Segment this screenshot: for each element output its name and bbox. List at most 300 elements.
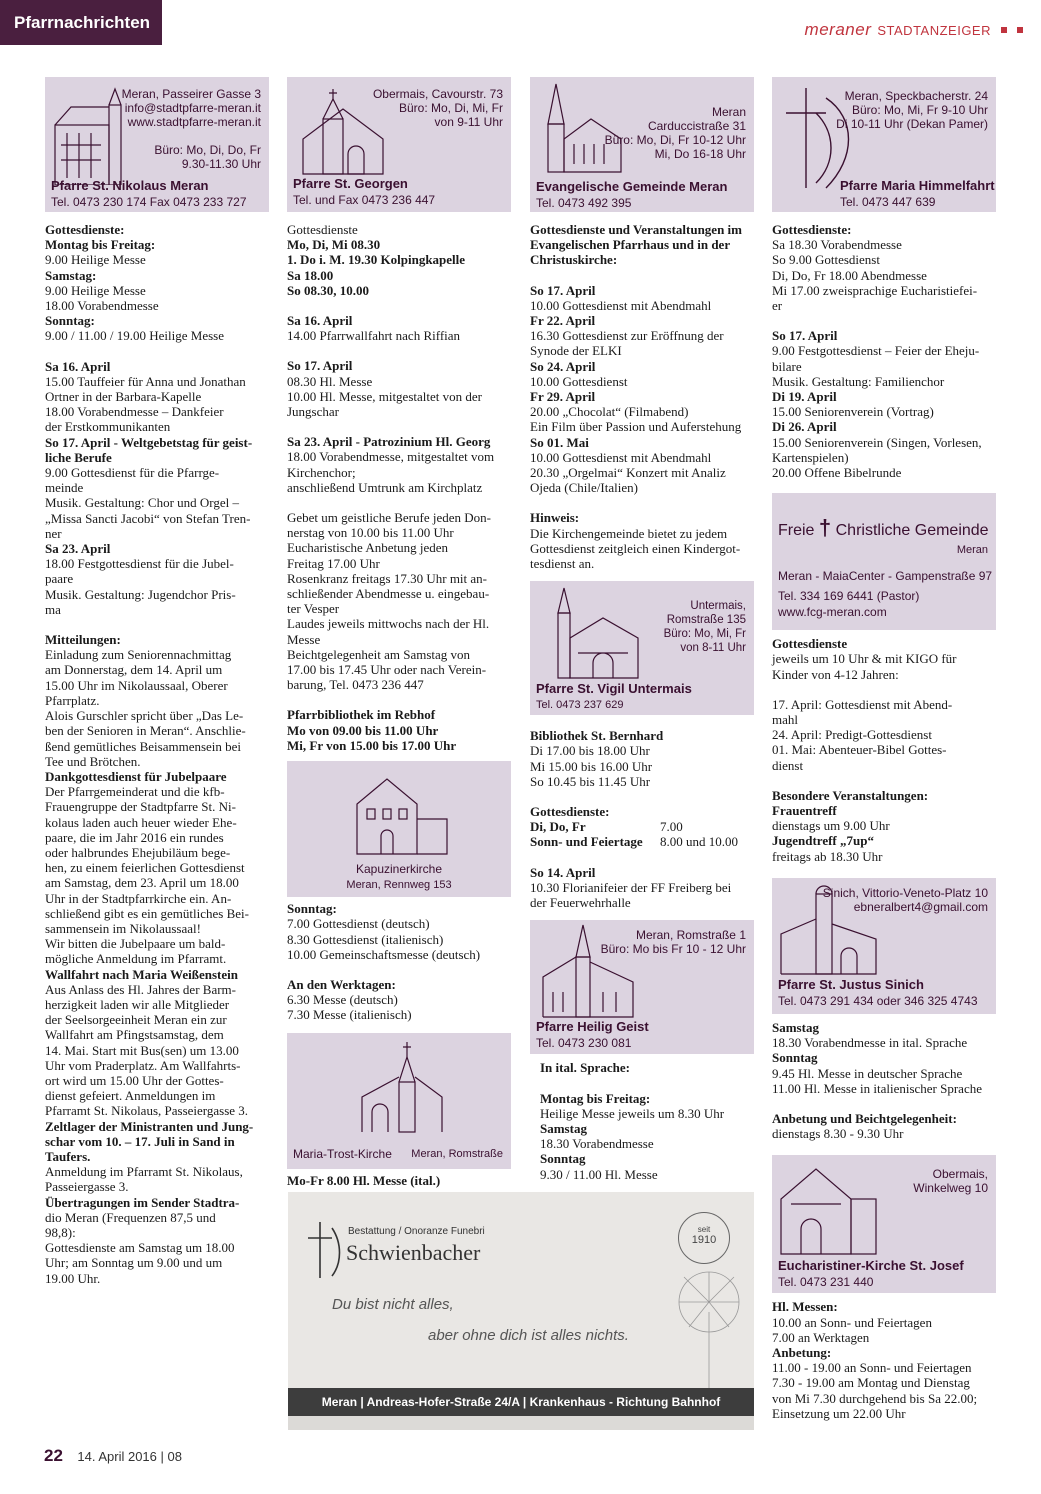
text-line: liche Berufe bbox=[45, 449, 112, 465]
parish-phone: Tel. 0473 237 629 bbox=[536, 699, 624, 712]
address-line: Winkelweg 10 bbox=[913, 1181, 988, 1196]
parish-box-nikolaus bbox=[45, 77, 269, 212]
text-line: 9.00 Heilige Messe bbox=[45, 252, 146, 268]
text-line: 19.00 Uhr. bbox=[45, 1270, 101, 1286]
spacer bbox=[530, 268, 754, 283]
text-line: 24. April: Predigt-Gottesdienst bbox=[772, 727, 932, 743]
parish-text bbox=[45, 222, 269, 1286]
text-line: Zeltlager der Ministranten und Jung- bbox=[45, 1118, 254, 1134]
parish-phone: Tel. 0473 230 174 Fax 0473 233 727 bbox=[51, 195, 247, 209]
text-line: Mitteilungen: bbox=[45, 632, 121, 648]
text-line: Mo von 09.00 bis 11.00 Uhr bbox=[287, 722, 439, 738]
text-line: Dankgottesdienst für Jubelpaare bbox=[45, 768, 227, 784]
text-line: 15.00 Uhr im Nikolaussaal, Oberer bbox=[45, 677, 228, 693]
text-line: 17.00 bis 17.45 Uhr oder nach Verein- bbox=[287, 662, 487, 678]
text-line: 10.00 Gottesdienst bbox=[530, 373, 628, 389]
text-line: herzigkeit laden wir alle Mitglieder bbox=[45, 996, 230, 1012]
text-line: schließender Abendmesse u. eingebau- bbox=[287, 586, 490, 602]
parish-name: Pfarre St. Georgen bbox=[293, 176, 408, 191]
text-line: Aus Anlass des Hl. Jahres der Barm- bbox=[45, 981, 236, 997]
service-time: 7.00 bbox=[660, 819, 683, 835]
text-line: Übertragungen im Sender Stadtra- bbox=[45, 1194, 240, 1210]
church-box-kapuziner bbox=[287, 761, 511, 897]
text-line: 14. Mai. Start mit Bus(sen) um 13.00 bbox=[45, 1042, 239, 1058]
text-line: Mi 15.00 bis 16.00 Uhr bbox=[530, 758, 653, 774]
text-line: 17. April: Gottesdienst mit Abend- bbox=[772, 696, 953, 712]
text-line: am Samstag, dem 23. April um 18.00 bbox=[45, 875, 239, 891]
address-block bbox=[823, 886, 988, 914]
address-line: Untermais, bbox=[690, 600, 746, 613]
text-line: schließend gibt es ein gemütliches Bei- bbox=[45, 905, 249, 921]
office-hours: Büro: Mo bis Fr 10 - 12 Uhr bbox=[600, 942, 746, 957]
text-line: 15.00 Seniorenverein (Vortrag) bbox=[772, 404, 934, 420]
text-line: Heilige Messe jeweils um 8.30 Uhr bbox=[540, 1105, 725, 1121]
text-line: ort wird um 15.00 Uhr der Gottes- bbox=[45, 1072, 224, 1088]
text-line: So 17. April bbox=[530, 282, 596, 298]
text-line: ßend gemütliches Beisammensein bei bbox=[45, 738, 242, 754]
text-line: oder halbrundes Ehejubiläum bege- bbox=[45, 844, 231, 860]
fcg-web-link[interactable]: www.fcg-meran.com bbox=[778, 605, 887, 620]
text-line: Gottesdienste bbox=[772, 636, 848, 652]
office-hours: Di 10-11 Uhr (Dekan Pamer) bbox=[836, 117, 988, 131]
text-line: Laudes jeweils mittwochs nach der Hl. bbox=[287, 616, 490, 632]
text-line: Sonntag bbox=[772, 1050, 818, 1066]
text-line: 18.00 Vorabendmesse, mitgestaltet vom bbox=[287, 449, 495, 465]
text-line: 7.00 an Werktagen bbox=[772, 1329, 870, 1345]
text-line: 7.00 Gottesdienst (deutsch) bbox=[287, 916, 430, 932]
text-line: 9.45 Hl. Messe in deutscher Sprache bbox=[772, 1065, 963, 1081]
text-line: In ital. Sprache: bbox=[540, 1060, 630, 1076]
spacer bbox=[287, 343, 511, 358]
text-line: Montag bis Freitag: bbox=[540, 1090, 651, 1106]
parish-name: Pfarre St. Vigil Untermais bbox=[536, 681, 692, 697]
text-line: Musik. Gestaltung: Chor und Orgel – bbox=[45, 495, 240, 511]
text-line: Sonntag bbox=[540, 1151, 586, 1167]
office-hours: Büro: Mo, Di, Fr 10-12 Uhr bbox=[604, 133, 746, 147]
spacer bbox=[772, 682, 996, 697]
text-line: Gebet um geistliche Berufe jeden Don- bbox=[287, 510, 491, 526]
text-line: der Erstkommunikanten bbox=[45, 419, 171, 435]
address-line: Romstraße 135 bbox=[666, 614, 746, 627]
address-line: Meran, Romstraße 1 bbox=[635, 928, 746, 943]
church-name: Maria-Trost-Kirche bbox=[293, 1146, 392, 1161]
text-line: An den Werktagen: bbox=[287, 976, 396, 992]
text-line: 7.30 Messe (italienisch) bbox=[287, 1007, 412, 1023]
text-line: Di 19. April bbox=[772, 389, 837, 405]
spacer bbox=[530, 789, 754, 804]
church-name: Kapuzinerkirche bbox=[355, 862, 443, 877]
text-line: Fr 22. April bbox=[530, 313, 596, 329]
text-line: Sonntag: bbox=[45, 313, 95, 329]
text-line: Di 17.00 bis 18.00 Uhr bbox=[530, 743, 650, 759]
parish-box-georgen bbox=[287, 77, 511, 212]
spacer bbox=[530, 495, 754, 510]
text-line: Kinder von 4-12 Jahren: bbox=[772, 666, 899, 682]
text-line: Ortner in der Barbara-Kapelle bbox=[45, 389, 202, 405]
address-line: Sinich, Vittorio-Veneto-Platz 10 bbox=[822, 885, 988, 900]
text-line: 20.00 „Chocolat“ (Filmabend) bbox=[530, 404, 689, 420]
text-line: Jungschar bbox=[287, 404, 339, 420]
text-line: Mo, Di, Mi 08.30 bbox=[287, 237, 381, 253]
fcg-logo-city: Meran bbox=[956, 544, 988, 557]
cross-icon bbox=[302, 1220, 342, 1280]
parish-box-josef bbox=[772, 1155, 996, 1293]
office-hours: Büro: Mo, Mi, Fr 9-10 Uhr bbox=[851, 103, 988, 117]
masthead-square-icon bbox=[1001, 27, 1007, 33]
text-line: Mi 17.00 zweisprachige Eucharistiefei- bbox=[772, 282, 978, 298]
ad-seit-year: 1910 bbox=[691, 1234, 717, 1246]
spacer bbox=[287, 692, 511, 707]
church-kapuziner-icon bbox=[347, 769, 457, 859]
church-josef-icon bbox=[776, 1159, 886, 1259]
text-line: „Missa Sancti Jacobi“ von Stefan Tren- bbox=[45, 510, 251, 526]
text-line: Wir bitten die Jubelpaare um bald- bbox=[45, 936, 226, 952]
text-line: So 17. April bbox=[772, 328, 838, 344]
text-line: Kirchenchor; bbox=[287, 464, 356, 480]
parish-phone: Tel. 0473 231 440 bbox=[778, 1275, 874, 1290]
text-line: Mo-Fr 8.00 Hl. Messe (ital.) bbox=[287, 1172, 441, 1188]
text-line: 20.00 Offene Bibelrunde bbox=[772, 465, 902, 481]
email-link[interactable]: info@stadtpfarre-meran.it bbox=[124, 101, 261, 115]
address-block bbox=[913, 1167, 988, 1195]
advertisement-schwienbacher bbox=[288, 1192, 754, 1430]
address-line: Obermais, bbox=[932, 1167, 988, 1182]
parish-text bbox=[772, 1020, 996, 1141]
text-line: Montag bis Freitag: bbox=[45, 237, 156, 253]
church-text bbox=[287, 1173, 511, 1188]
text-line: 10.00 Gottesdienst mit Abendmahl bbox=[530, 449, 712, 465]
text-line: 18.30 Vorabendmesse bbox=[540, 1136, 654, 1152]
text-line: Frauengruppe der Stadtpfarre St. Ni- bbox=[45, 799, 236, 815]
text-line: Pfarramt St. Nikolaus, Passeiergasse 3. bbox=[45, 1103, 249, 1119]
text-line: freitags ab 18.30 Uhr bbox=[772, 848, 883, 864]
text-line: Anbetung: bbox=[772, 1344, 832, 1360]
text-line: 10.00 Gottesdienst mit Abendmahl bbox=[530, 297, 712, 313]
address-line: Meran, Speckbacherstr. 24 bbox=[844, 89, 988, 103]
email-link[interactable]: ebneralbert4@gmail.com bbox=[853, 899, 988, 914]
masthead bbox=[805, 20, 1023, 40]
office-hours: von 8-11 Uhr bbox=[680, 642, 746, 655]
ad-bottom-strip bbox=[288, 1416, 754, 1430]
address-block bbox=[601, 928, 746, 956]
text-line: Die Kirchengemeinde bietet zu jedem bbox=[530, 525, 728, 541]
address-block bbox=[605, 105, 746, 161]
section-title: Pfarrnachrichten bbox=[0, 0, 162, 45]
parish-name: Eucharistiner-Kirche St. Josef bbox=[778, 1258, 964, 1274]
text-line: 9.00 / 11.00 / 19.00 Heilige Messe bbox=[45, 328, 224, 344]
text-line: So 10.45 bis 11.45 Uhr bbox=[530, 773, 651, 789]
parish-box-heiliggeist bbox=[530, 920, 754, 1054]
parish-box-evangelisch bbox=[530, 77, 754, 212]
text-line: So 01. Mai bbox=[530, 434, 589, 450]
text-line: Sa 16. April bbox=[45, 358, 111, 374]
text-line: 20.30 „Orgelmai“ Konzert mit Analiz bbox=[530, 465, 726, 481]
text-line: Sa 23. April bbox=[45, 541, 111, 557]
text-line: schar vom 10. – 17. Juli in Sand in bbox=[45, 1133, 235, 1149]
address-block bbox=[373, 87, 503, 129]
text-line: 11.00 - 19.00 an Sonn- und Feiertagen bbox=[772, 1360, 972, 1376]
office-hours: Büro: Mo, Di, Do, Fr bbox=[154, 143, 261, 157]
office-hours: Mi, Do 16-18 Uhr bbox=[654, 147, 746, 161]
text-line: Beichtgelegenheit am Samstag von bbox=[287, 646, 471, 662]
address-line: Carduccistraße 31 bbox=[647, 119, 746, 133]
text-line: Ein Film über Passion und Auferstehung bbox=[530, 419, 742, 435]
text-line: 7.30 - 19.00 am Montag und Dienstag bbox=[772, 1375, 970, 1391]
text-line: Anmeldung im Pfarramt St. Nikolaus, bbox=[45, 1164, 243, 1180]
text-line: 01. Mai: Abenteuer-Bibel Gottes- bbox=[772, 742, 947, 758]
parish-phone: Tel. und Fax 0473 236 447 bbox=[293, 193, 436, 207]
text-line: 14.00 Pfarrwallfahrt nach Riffian bbox=[287, 328, 461, 344]
address-block bbox=[664, 599, 746, 655]
text-line: 10.00 an Sonn- und Feiertagen bbox=[772, 1314, 932, 1330]
spacer bbox=[540, 1076, 754, 1091]
text-line: Kartenspielen) bbox=[772, 449, 849, 465]
office-hours: Büro: Mo, Mi, Fr bbox=[663, 628, 746, 641]
spacer bbox=[287, 962, 511, 977]
text-line: 10.00 Hl. Messe, mitgestaltet von der bbox=[287, 388, 482, 404]
text-line: Gottesdienst zeitgleich einen Kindergot- bbox=[530, 540, 741, 556]
church-box-mariatrost bbox=[287, 1033, 511, 1169]
issue-date: 14. April 2016 | 08 bbox=[77, 1449, 182, 1464]
text-line: Sa 18.00 bbox=[287, 267, 334, 283]
text-line: Einladung zum Seniorennachmittag bbox=[45, 647, 232, 663]
text-line: Anbetung und Beichtgelegenheit: bbox=[772, 1110, 957, 1126]
parish-text bbox=[772, 1299, 996, 1421]
parish-text bbox=[530, 1060, 754, 1181]
web-link[interactable]: www.stadtpfarre-meran.it bbox=[127, 115, 261, 129]
text-line: Hl. Messen: bbox=[772, 1299, 838, 1315]
text-line: Jugendtreff „7up“ bbox=[772, 833, 874, 849]
text-line: Tee und Brötchen. bbox=[45, 753, 141, 769]
text-line: paare, die im Jahr 2016 ein rundes bbox=[45, 829, 224, 845]
parish-text bbox=[530, 222, 754, 571]
parish-box-fcg bbox=[772, 493, 996, 630]
text-line: Christuskirche: bbox=[530, 252, 618, 268]
text-line: 18.00 Vorabendmesse bbox=[45, 298, 159, 314]
text-line: Hinweis: bbox=[530, 510, 580, 526]
text-line: Passeiergasse 3. bbox=[45, 1179, 129, 1195]
text-line: Gottesdienste: bbox=[772, 222, 852, 237]
text-line: dienst bbox=[772, 757, 804, 773]
text-line: Gottesdienste: bbox=[530, 804, 610, 820]
text-line: 9.00 Festgottesdienst – Feier der Eheju- bbox=[772, 343, 980, 359]
text-line: Sonn- und Feiertage 8.00 und 10.00 bbox=[530, 834, 738, 850]
address-block bbox=[122, 87, 261, 171]
text-line: mahl bbox=[772, 712, 798, 728]
text-line: So 17. April bbox=[287, 358, 353, 374]
text-line: 98,8): bbox=[45, 1225, 76, 1240]
ad-seit-label: seit bbox=[697, 1225, 711, 1234]
fcg-phone: Tel. 334 169 6441 (Pastor) bbox=[778, 589, 920, 604]
text-line: So 17. April - Weltgebetstag für geist- bbox=[45, 434, 253, 450]
text-line: Alois Gurschler spricht über „Das Le- bbox=[45, 708, 244, 724]
office-hours: 9.30-11.30 Uhr bbox=[181, 157, 261, 171]
text-line: meinde bbox=[45, 480, 84, 496]
text-line: Di, Do, Fr 18.00 Abendmesse bbox=[772, 267, 927, 283]
text-line: Uhr in der Stadtpfarrkirche ein. An- bbox=[45, 890, 232, 906]
page-footer bbox=[44, 1446, 182, 1466]
text-line: sammensein im Nikolaussaal! bbox=[45, 920, 201, 936]
text-line: ner bbox=[45, 525, 62, 541]
text-line: hen, zu einem feierlichen Gottesdienst bbox=[45, 860, 245, 876]
text-line: Gottesdienste am Samstag um 18.00 bbox=[45, 1240, 235, 1256]
text-line: Taufers. bbox=[45, 1148, 91, 1164]
library-text bbox=[530, 728, 754, 910]
fcg-logo bbox=[778, 515, 989, 541]
spacer bbox=[772, 773, 996, 788]
text-line: Pfarrplatz. bbox=[45, 692, 100, 708]
masthead-caps: STADTANZEIGER bbox=[877, 22, 991, 38]
church-address: Meran, Romstraße bbox=[411, 1147, 503, 1160]
spacer bbox=[530, 850, 754, 865]
text-line: Mi, Fr von 15.00 bis 17.00 Uhr bbox=[287, 737, 457, 753]
masthead-script: meraner bbox=[804, 20, 872, 39]
text-line: 8.30 Gottesdienst (italienisch) bbox=[287, 931, 444, 947]
text-line: Eucharistische Anbetung jeden bbox=[287, 540, 449, 556]
text-line: Musik. Gestaltung: Familienchor bbox=[772, 373, 945, 389]
text-line: So 24. April bbox=[530, 358, 596, 374]
text-line: Gottesdienste: bbox=[45, 222, 125, 237]
address-block bbox=[836, 89, 988, 131]
text-line: 10.30 Florianifeier der FF Freiberg bei bbox=[530, 879, 732, 895]
text-line: So 14. April bbox=[530, 864, 596, 880]
text-line: Wallfahrt am Pfingstsamstag, dem bbox=[45, 1027, 224, 1043]
church-text bbox=[287, 901, 511, 1022]
text-line: 10.00 Gemeinschaftsmesse (deutsch) bbox=[287, 946, 481, 962]
text-line: Messe bbox=[287, 631, 321, 647]
text-line: 1. Do i. M. 19.30 Kolpingkapelle bbox=[287, 252, 466, 268]
text-line: 15.00 Seniorenverein (Singen, Vorlesen, bbox=[772, 434, 982, 450]
column-4 bbox=[772, 77, 996, 1421]
text-line: Synode der ELKI bbox=[530, 343, 622, 359]
cross-icon: † bbox=[818, 515, 832, 541]
text-line: 9.00 Heilige Messe bbox=[45, 282, 146, 298]
text-line: So 08.30, 10.00 bbox=[287, 282, 369, 298]
text-line: nerstag von 10.00 bis 11.00 Uhr bbox=[287, 525, 454, 541]
text-line: er bbox=[772, 298, 783, 314]
text-line: kolaus laden auch heuer wieder Ehe- bbox=[45, 814, 237, 830]
text-line: dio Meran (Frequenzen 87,5 und bbox=[45, 1209, 216, 1225]
text-line: jeweils um 10 Uhr & mit KIGO für bbox=[772, 651, 957, 667]
spacer bbox=[45, 617, 269, 632]
church-address: Meran, Rennweg 153 bbox=[346, 879, 452, 892]
column-1 bbox=[45, 77, 269, 1286]
text-line: ma bbox=[45, 601, 61, 617]
text-line: dienst gefeiert. Anmeldungen im bbox=[45, 1088, 216, 1104]
text-line: Rosenkranz freitags 17.30 Uhr mit an- bbox=[287, 570, 488, 586]
text-line: 9.30 / 11.00 Hl. Messe bbox=[540, 1166, 658, 1182]
text-line: paare bbox=[45, 571, 74, 587]
text-line: Fr 29. April bbox=[530, 389, 596, 405]
parish-box-vigil bbox=[530, 581, 754, 715]
parish-box-mariahimmelfahrt bbox=[772, 77, 996, 212]
text-line: dienstags 8.30 - 9.30 Uhr bbox=[772, 1126, 904, 1142]
text-line: Sa 16. April bbox=[287, 313, 353, 329]
text-line: 18.00 Vorabendmesse – Dankfeier bbox=[45, 404, 224, 420]
parish-phone: Tel. 0473 447 639 bbox=[840, 195, 936, 209]
text-line: Wallfahrt nach Maria Weißenstein bbox=[45, 966, 238, 982]
text-line: 9.00 Gottesdienst für die Pfarrge- bbox=[45, 465, 220, 481]
address-line: Meran bbox=[711, 105, 746, 119]
text-line: Der Pfarrgemeinderat und die kfb- bbox=[45, 784, 225, 800]
parish-phone: Tel. 0473 291 434 oder 346 325 4743 bbox=[778, 993, 978, 1008]
text-line: Besondere Veranstaltungen: bbox=[772, 787, 929, 803]
text-line: Sonntag: bbox=[287, 901, 337, 917]
text-line: Sa 23. April - Patrozinium Hl. Georg bbox=[287, 434, 491, 450]
text-line: 15.00 Tauffeier für Anna und Jonathan bbox=[45, 373, 246, 389]
text-line: der Feuerwehrhalle bbox=[530, 895, 631, 911]
text-line: Gottesdienste bbox=[287, 222, 358, 237]
dandelion-icon bbox=[664, 1252, 754, 1392]
text-line: Di, Do, Fr 7.00 bbox=[530, 819, 683, 835]
text-line: So 9.00 Gottesdienst bbox=[772, 252, 880, 268]
text-line: Freitag 17.00 Uhr bbox=[287, 555, 380, 571]
text-line: Samstag bbox=[540, 1120, 587, 1136]
ad-slogan: aber ohne dich ist alles nichts. bbox=[428, 1327, 629, 1344]
address-line: Obermais, Cavourstr. 73 bbox=[372, 87, 503, 101]
parish-text bbox=[772, 222, 996, 480]
text-line: Einsetzung um 22.00 Uhr bbox=[772, 1405, 906, 1421]
parish-name: Pfarre St. Nikolaus Meran bbox=[51, 178, 209, 193]
text-line: 6.30 Messe (deutsch) bbox=[287, 992, 398, 1008]
parish-name: Evangelische Gemeinde Meran bbox=[536, 179, 728, 194]
spacer bbox=[45, 344, 269, 359]
office-hours: Büro: Mo, Di, Mi, Fr bbox=[398, 101, 503, 115]
text-line: Uhr; am Sonntag um 9.00 und um bbox=[45, 1255, 223, 1271]
text-line: dienstags um 9.00 Uhr bbox=[772, 818, 890, 834]
parish-name: Pfarre Maria Himmelfahrt bbox=[840, 178, 995, 193]
parish-text bbox=[772, 636, 996, 864]
text-line: barung, Tel. 0473 236 447 bbox=[287, 677, 424, 693]
text-line: Bibliothek St. Bernhard bbox=[530, 728, 664, 744]
office-hours: von 9-11 Uhr bbox=[434, 115, 503, 129]
text-line: Frauentreff bbox=[772, 803, 837, 819]
spacer bbox=[287, 419, 511, 434]
spacer bbox=[287, 298, 511, 313]
column-3 bbox=[530, 77, 754, 1182]
text-line: 08.30 Hl. Messe bbox=[287, 373, 373, 389]
parish-text bbox=[287, 222, 511, 753]
church-mariatrost-icon bbox=[357, 1037, 447, 1137]
text-line: Uhr vom Praderplatz. Am Wallfahrts- bbox=[45, 1057, 241, 1073]
text-line: 16.30 Gottesdienst zur Eröffnung der bbox=[530, 328, 724, 344]
text-line: Samstag: bbox=[45, 267, 97, 283]
ad-logo: Schwienbacher bbox=[346, 1240, 481, 1265]
address-line: Meran, Passeirer Gasse 3 bbox=[121, 87, 261, 101]
fcg-logo-word: Christliche Gemeinde bbox=[835, 522, 989, 540]
text-line: Ojeda (Chile/Italien) bbox=[530, 480, 638, 496]
text-line: Gottesdienste und Veranstaltungen im bbox=[530, 222, 742, 237]
text-line: Di 26. April bbox=[772, 419, 837, 435]
church-vigil-icon bbox=[538, 583, 648, 683]
text-line: Samstag bbox=[772, 1019, 819, 1035]
fcg-logo-word: Freie bbox=[778, 522, 815, 540]
parish-name: Pfarre Heilig Geist bbox=[536, 1019, 649, 1035]
text-line: 18.00 Festgottesdienst für die Jubel- bbox=[45, 556, 234, 572]
text-line: 18.30 Vorabendmesse in ital. Sprache bbox=[772, 1035, 968, 1051]
service-time: 8.00 und 10.00 bbox=[660, 834, 738, 850]
text-line: Pfarrbibliothek im Rebhof bbox=[287, 707, 436, 723]
text-line: ben der Senioren in Meran“. Anschlie- bbox=[45, 723, 246, 739]
parish-phone: Tel. 0473 492 395 bbox=[536, 196, 632, 210]
column-2 bbox=[287, 77, 511, 1188]
text-line: Musik. Gestaltung: Jugendchor Pris- bbox=[45, 586, 236, 602]
text-line: 11.00 Hl. Messe in italienischer Sprache bbox=[772, 1080, 982, 1096]
text-line: ter Vesper bbox=[287, 601, 340, 617]
ad-subtitle: Bestattung / Onoranze Funebri bbox=[348, 1226, 485, 1237]
parish-name: Pfarre St. Justus Sinich bbox=[778, 976, 924, 992]
spacer bbox=[772, 313, 996, 328]
